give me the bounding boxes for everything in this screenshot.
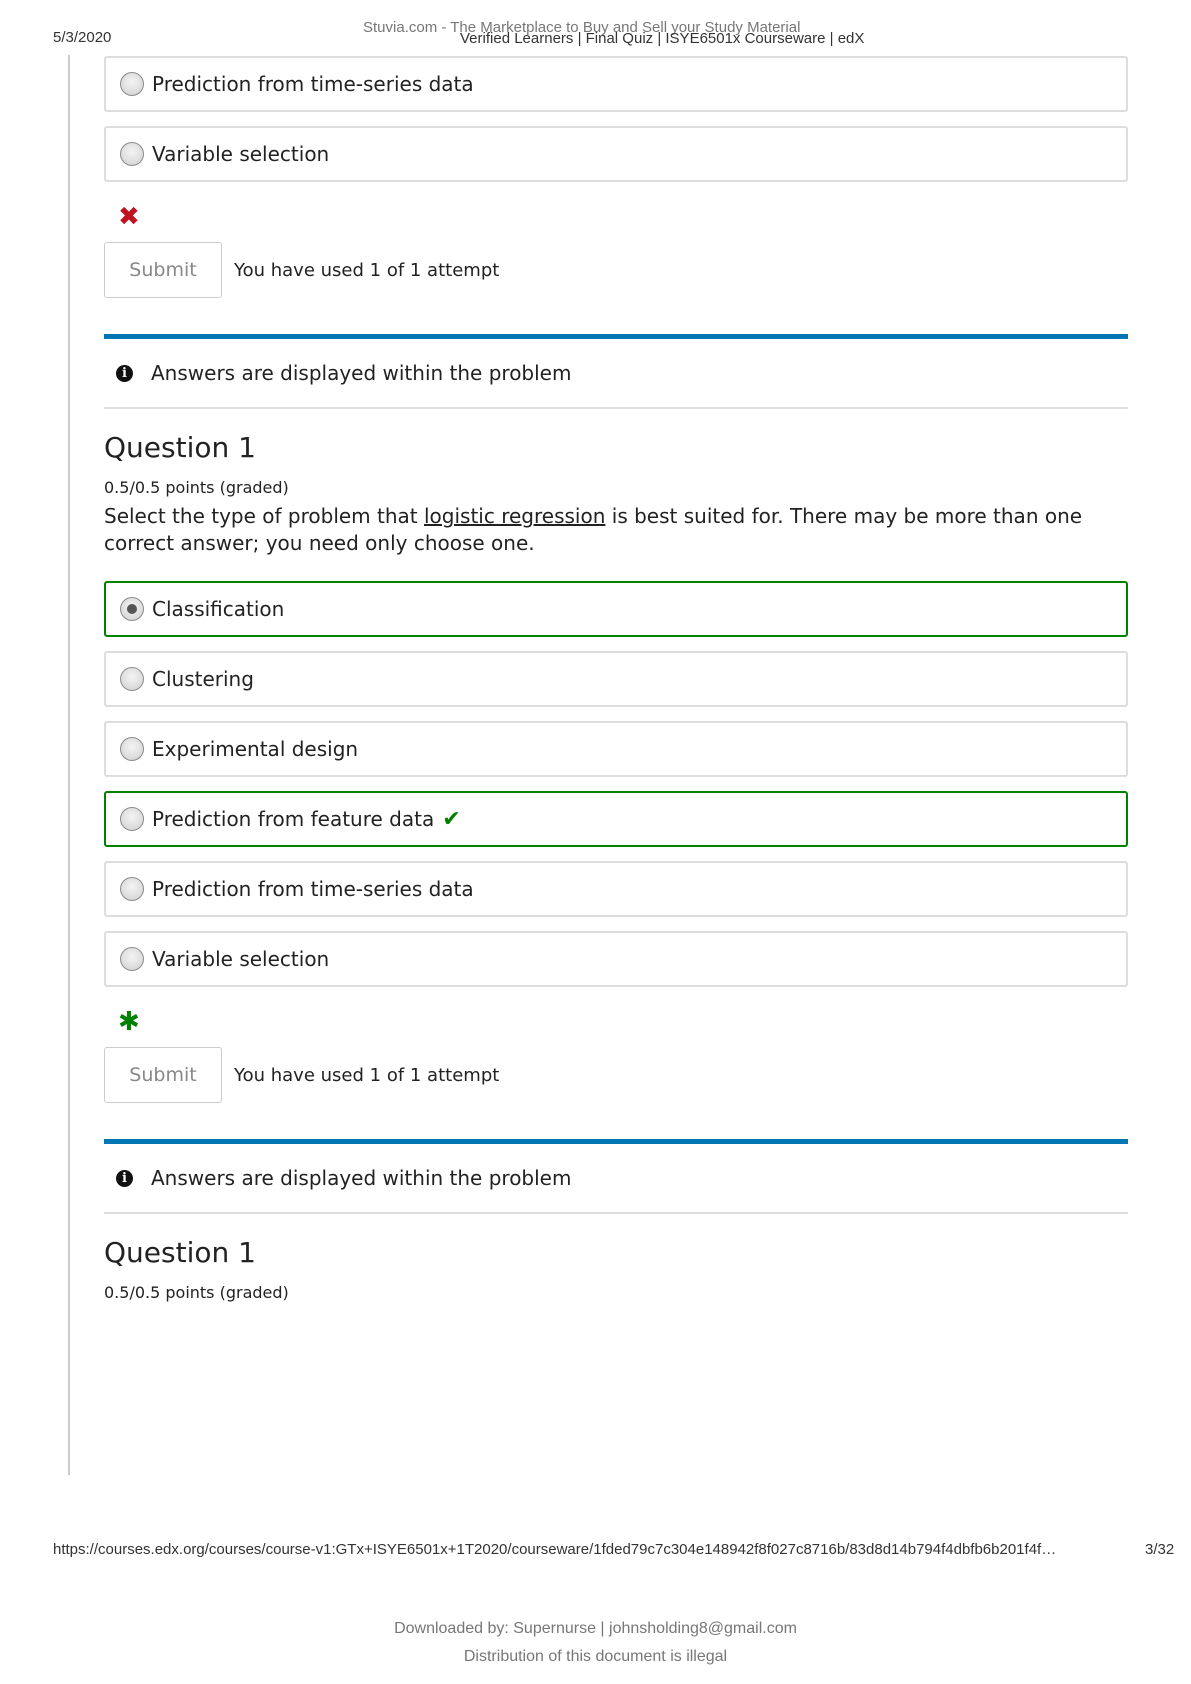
submit-row	[104, 1047, 1128, 1103]
radio-button-icon[interactable]	[120, 807, 144, 831]
question-points: 0.5/0.5 points (graded)	[104, 478, 289, 497]
page-title: Verified Learners | Final Quiz | ISYE6501x Courseware | edX	[460, 30, 865, 47]
option-label: Classification	[152, 597, 285, 621]
question-title: Question 1	[104, 1236, 256, 1269]
stuvia-banner: Stuvia.com - The Marketplace to Buy and Sell your Study Material	[363, 19, 801, 36]
left-border-rule	[68, 55, 70, 1475]
footer-url: https://courses.edx.org/courses/course-v1:GTx+ISYE6501x+1T2020/courseware/1fded79c7c304e148942f8f027c8716b/83d8d14b794f4dbfb6b201f4f…	[53, 1541, 1057, 1558]
checkmark-icon: ✔	[442, 806, 461, 832]
radio-button-icon[interactable]	[120, 877, 144, 901]
question-points: 0.5/0.5 points (graded)	[104, 1283, 289, 1302]
radio-button-icon[interactable]	[120, 142, 144, 166]
option-label: Variable selection	[152, 947, 330, 971]
radio-dot	[127, 604, 137, 614]
option-label: Clustering	[152, 667, 254, 691]
notice-text: Answers are displayed within the problem	[151, 1166, 572, 1190]
submit-button[interactable]: Submit	[104, 242, 222, 298]
info-icon: i	[116, 365, 133, 382]
question-text	[104, 503, 1128, 557]
answer-option-classification[interactable]	[104, 581, 1128, 637]
question-text-start: Select the type of problem that	[104, 504, 424, 528]
option-label: Prediction from time-series data	[152, 72, 474, 96]
distribution-notice: Distribution of this document is illegal	[463, 1648, 728, 1665]
answer-option-clustering[interactable]	[104, 651, 1128, 707]
option-label: Experimental design	[152, 737, 359, 761]
attempts-text: You have used 1 of 1 attempt	[234, 259, 500, 281]
question-text-end: is best suited for. There may be more than one correct answer; you need only choose one.	[104, 504, 1083, 555]
print-date: 5/3/2020	[53, 29, 112, 46]
attempts-text: You have used 1 of 1 attempt	[234, 1064, 500, 1086]
radio-button-icon[interactable]	[120, 72, 144, 96]
previous-problem	[104, 56, 1128, 409]
answer-option[interactable]	[104, 126, 1128, 182]
submit-row	[104, 242, 1128, 298]
radio-button-icon[interactable]	[120, 947, 144, 971]
radio-button-icon[interactable]	[120, 737, 144, 761]
answer-option-experimental-design[interactable]	[104, 721, 1128, 777]
radio-button-selected-icon[interactable]	[120, 597, 144, 621]
answer-option[interactable]	[104, 56, 1128, 112]
courseware-content	[104, 56, 1128, 1302]
option-label: Prediction from feature data	[152, 807, 435, 831]
submit-button[interactable]: Submit	[104, 1047, 222, 1103]
answer-option-prediction-time-series[interactable]	[104, 861, 1128, 917]
question-block	[104, 431, 1128, 1214]
answers-notice	[104, 1139, 1128, 1214]
downloaded-by-notice: Downloaded by: Supernurse | johnsholding8@gmail.com	[394, 1620, 797, 1637]
notice-text: Answers are displayed within the problem	[151, 361, 572, 385]
option-label: Variable selection	[152, 142, 330, 166]
incorrect-icon: ✖	[118, 202, 140, 232]
option-label: Prediction from time-series data	[152, 877, 474, 901]
question-title: Question 1	[104, 431, 256, 464]
next-question-block	[104, 1236, 1128, 1302]
info-icon: i	[116, 1170, 133, 1187]
answers-notice	[104, 334, 1128, 409]
answer-option-variable-selection[interactable]	[104, 931, 1128, 987]
footer-page-number: 3/32	[1145, 1541, 1175, 1558]
radio-button-icon[interactable]	[120, 667, 144, 691]
asterisk-icon: ✱	[118, 1007, 140, 1037]
answer-option-prediction-feature-data[interactable]	[104, 791, 1128, 847]
glossary-term-link[interactable]: logistic regression	[424, 504, 606, 528]
